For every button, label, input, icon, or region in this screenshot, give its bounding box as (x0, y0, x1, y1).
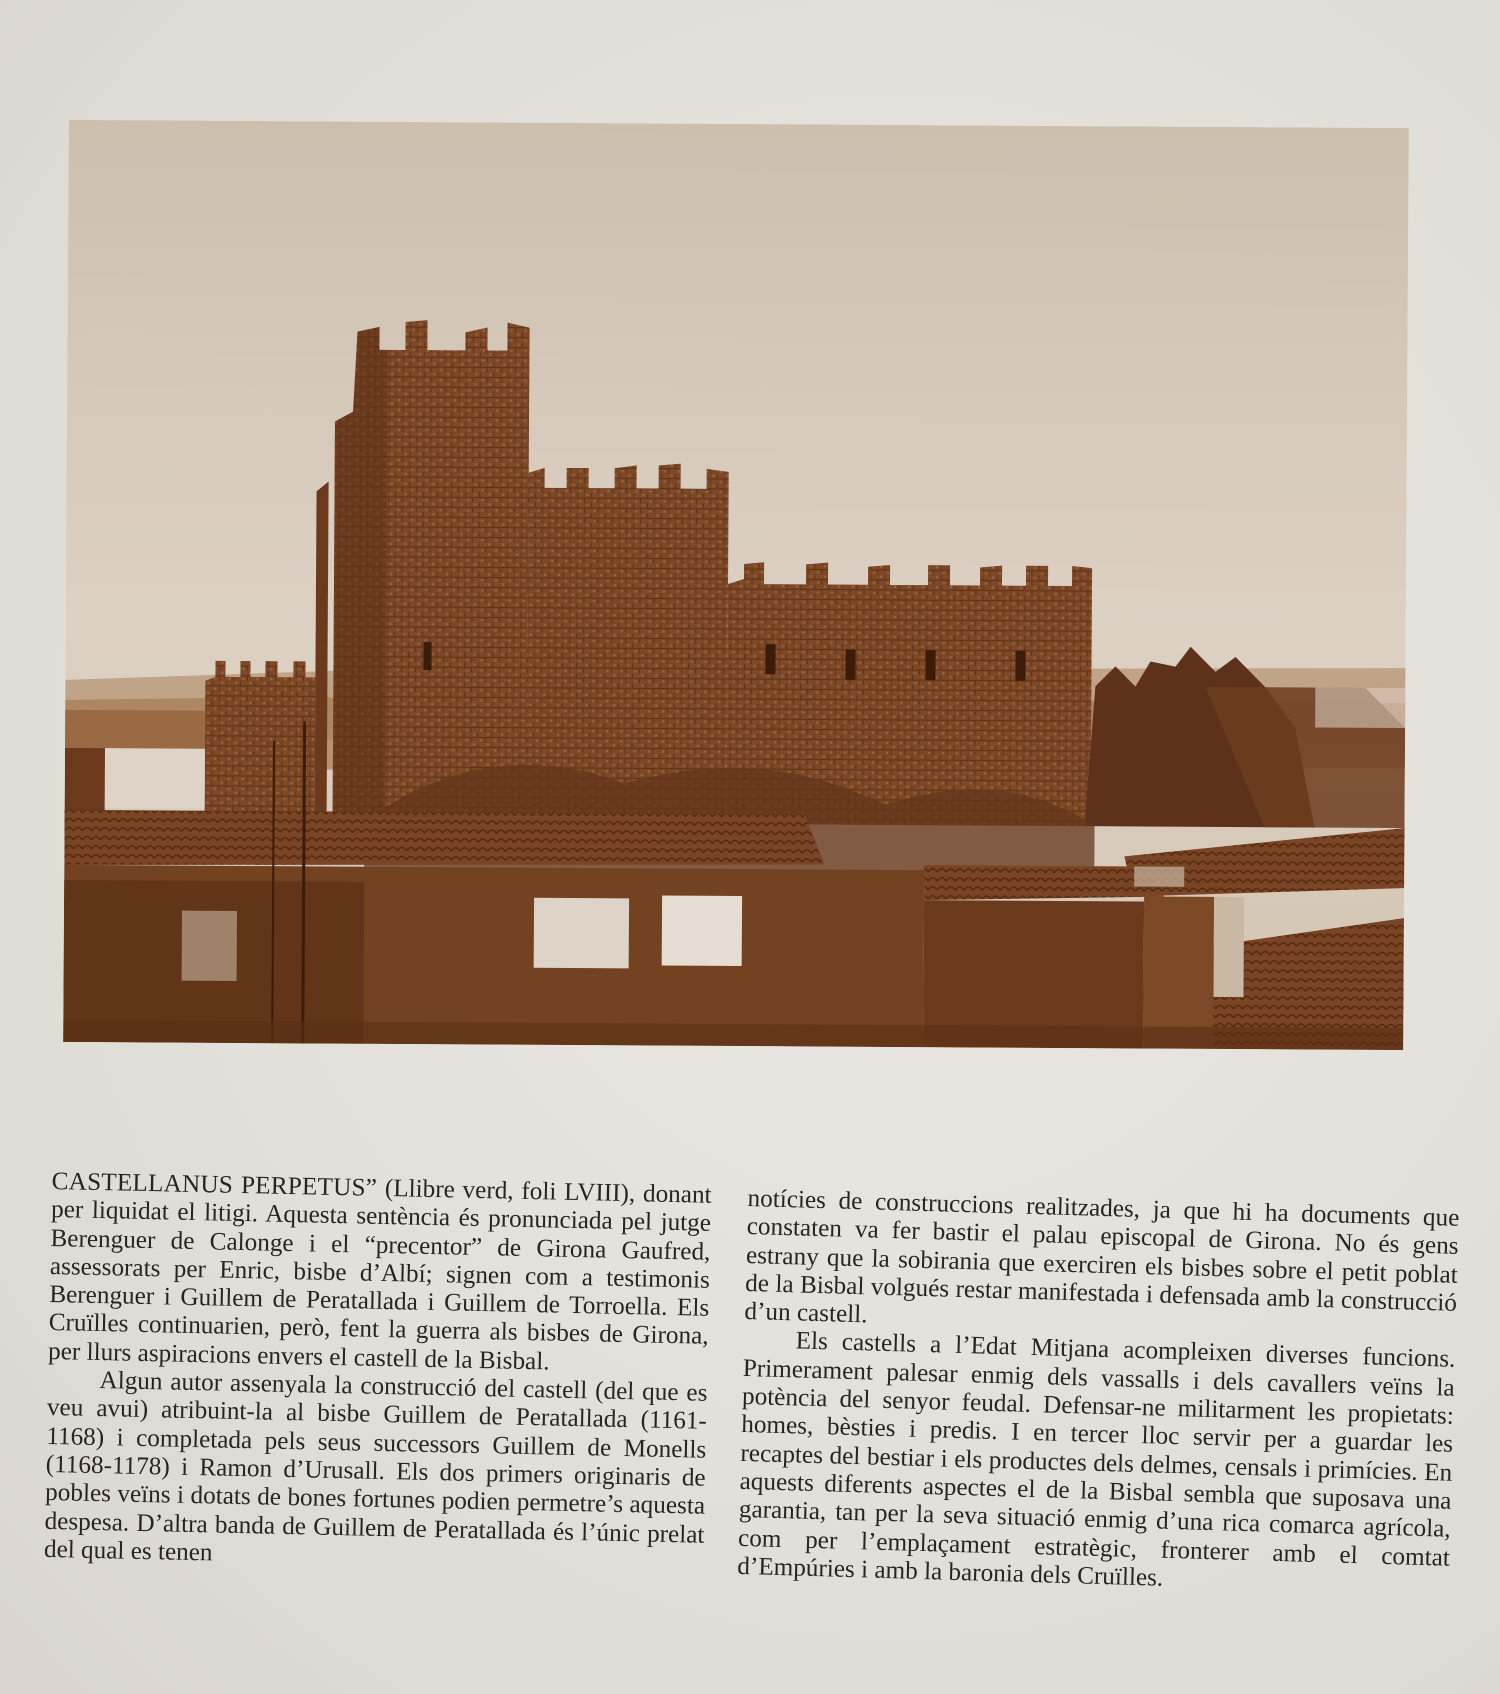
left-paragraph-2: Algun autor assenyala la construcció del castell (del que es veu avui) atribuint-la al bisbe Guillem de Peratallada (1161-1168) i completada pels seus successors Guillem de Monells (1168-1178) i Ramon d’Urusall. Els dos primers originaris de pobles veïns i dotats de bones fortunes podien permetre’s aquesta despesa. D’altra banda de Guillem de Peratallada és l’únic prelat del qual es tenen (43, 1367, 708, 1567)
left-paragraph-1-body: (Llibre verd, foli LVIII), donant per liquidat el litigi. Aquesta sentència és pronunciada pel jutge Berenguer de Calonge i el “precentor” de Girona Gaufred, assessorats per Enric, bisbe d’Albí; signen com a testimonis Berenguer i Guillem de Peratallada i Guillem de Torroella. Els Cruïlles continuarien, però, fent la guerra als bisbes de Girona, per llurs aspiracions envers el castell de la Bisbal. (47, 1174, 712, 1376)
text-column-left (44, 1168, 712, 1578)
castle-photo-image (63, 120, 1409, 1050)
castle-photo (63, 120, 1409, 1050)
left-paragraph-1-lead: CASTELLANUS PERPETUS” (51, 1168, 378, 1202)
left-paragraph-1 (48, 1168, 712, 1380)
right-paragraph-1: notícies de construccions realitzades, ja que hi ha documents que constaten va fer bastir el palau episcopal de Girona. No és gens estrany que la sobirania que exerciren els bisbes sobre el petit poblat de la Bisbal volgués restar manifestada i defensada amb la construcció d’un castell. (744, 1185, 1460, 1329)
right-paragraph-2: Els castells a l’Edat Mitjana acompleixen diverses funcions. Primerament palesar enmig dels vassalls i dels cavallers veïns la potència del senyor feudal. Defensar-ne militarment les propietats: homes, bèsties i predis. I en tercer lloc servir per a guardar les recaptes del bestiar i els productes dels delmes, censals i primícies. En aquests diferents aspectes el de la Bisbal sembla que suposava una garantia, tan per la seva situació enmig d’una rica comarca agrícola, com per l’emplaçament estratègic, fronterer amb el comtat d’Empúries i amb la baronia dels Cruïlles. (736, 1327, 1456, 1592)
text-column-right (737, 1185, 1460, 1601)
